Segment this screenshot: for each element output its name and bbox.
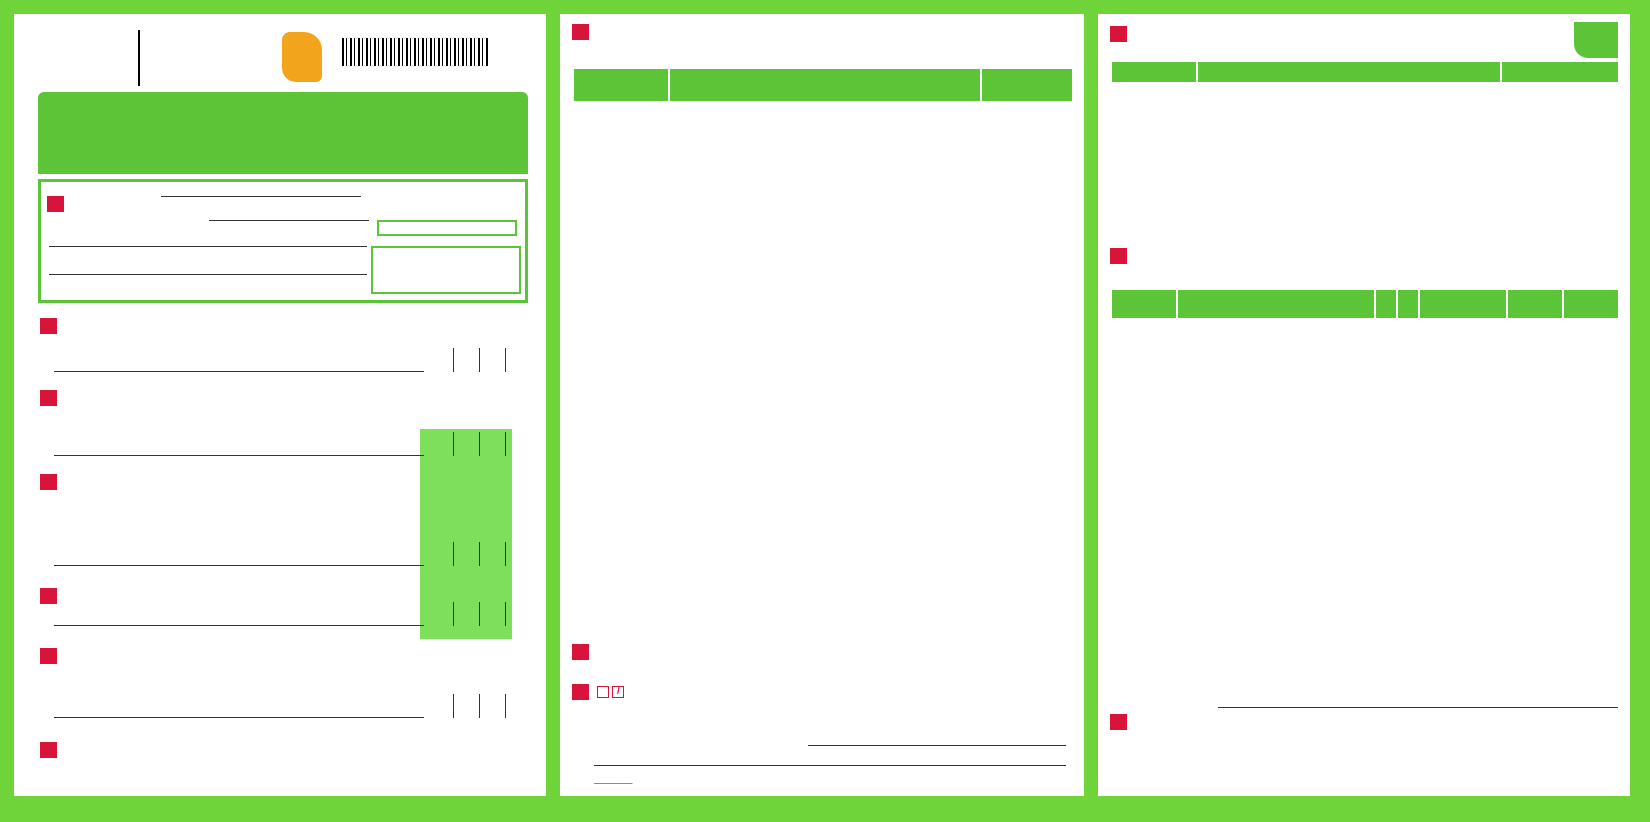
page-number xyxy=(1574,22,1618,58)
address-line1 xyxy=(209,220,369,221)
digit xyxy=(480,542,506,566)
protesta-boxes xyxy=(1112,754,1618,770)
section-13-header xyxy=(1110,714,1620,730)
digit xyxy=(454,542,480,566)
digit xyxy=(480,694,506,718)
section-12-header xyxy=(1110,248,1610,264)
col-resultados xyxy=(670,69,980,101)
panel-left xyxy=(14,14,546,796)
col-s xyxy=(1398,290,1418,318)
no-checkbox[interactable]: / xyxy=(612,686,624,698)
results-table xyxy=(574,103,1072,645)
panel-right xyxy=(1098,14,1630,796)
section-number xyxy=(40,648,57,664)
title-banner xyxy=(38,92,528,174)
section-number xyxy=(40,474,57,490)
digit xyxy=(480,348,506,372)
section-number xyxy=(572,684,589,700)
section-number xyxy=(40,742,57,758)
section-4 xyxy=(40,474,422,490)
section-number xyxy=(1110,714,1127,730)
section-6 xyxy=(40,648,520,664)
mesa-table xyxy=(1112,84,1618,240)
section-2 xyxy=(40,318,520,334)
urna-digits xyxy=(428,694,506,718)
col-nombres xyxy=(1178,290,1374,318)
digit xyxy=(428,542,454,566)
address-line3 xyxy=(49,274,367,275)
digit xyxy=(428,602,454,626)
digit xyxy=(454,432,480,456)
digit xyxy=(480,602,506,626)
digit xyxy=(428,348,454,372)
boletas-digits xyxy=(428,348,506,372)
section-7 xyxy=(40,742,460,758)
tipo-value xyxy=(371,246,521,294)
digit xyxy=(428,432,454,456)
section-number xyxy=(572,24,589,40)
section-11-header xyxy=(1110,26,1570,42)
representantes-digits xyxy=(428,542,506,566)
escribieron-text: ______ xyxy=(594,773,633,785)
col-p xyxy=(1376,290,1396,318)
section-5 xyxy=(40,588,62,604)
section-number xyxy=(1110,248,1127,264)
si-checkbox[interactable] xyxy=(597,686,609,698)
section-number xyxy=(47,196,64,212)
digit xyxy=(480,432,506,456)
digit xyxy=(428,694,454,718)
suma-digits xyxy=(428,602,506,626)
section-3 xyxy=(40,390,420,406)
digit xyxy=(454,348,480,372)
section-number xyxy=(40,390,57,406)
nuevo-leon-map-icon xyxy=(282,32,322,82)
digit xyxy=(454,602,480,626)
votaron-digits xyxy=(428,432,506,456)
section-10 xyxy=(572,684,1022,700)
section-number xyxy=(572,644,589,660)
col-firmas xyxy=(1502,62,1618,82)
section-1-box xyxy=(38,179,528,303)
digit xyxy=(454,694,480,718)
section-number xyxy=(40,588,57,604)
col-nombres xyxy=(1198,62,1500,82)
col-protesta-2 xyxy=(1564,290,1618,318)
tipo-label xyxy=(377,220,517,236)
municipio-value xyxy=(161,196,361,197)
col-numero xyxy=(982,69,1072,101)
section-number xyxy=(1110,26,1127,42)
representantes-table xyxy=(1112,320,1618,676)
col-partido xyxy=(1112,290,1176,318)
barcode-icon xyxy=(342,38,490,66)
section-9 xyxy=(572,644,1062,660)
section-number xyxy=(40,318,57,334)
col-firmas xyxy=(1420,290,1506,318)
panel-middle xyxy=(560,14,1084,796)
col-protesta-1 xyxy=(1508,290,1562,318)
section-8-header xyxy=(572,24,1072,40)
col-cargo xyxy=(1112,62,1196,82)
col-partido xyxy=(574,69,668,101)
address-line2 xyxy=(49,246,367,247)
